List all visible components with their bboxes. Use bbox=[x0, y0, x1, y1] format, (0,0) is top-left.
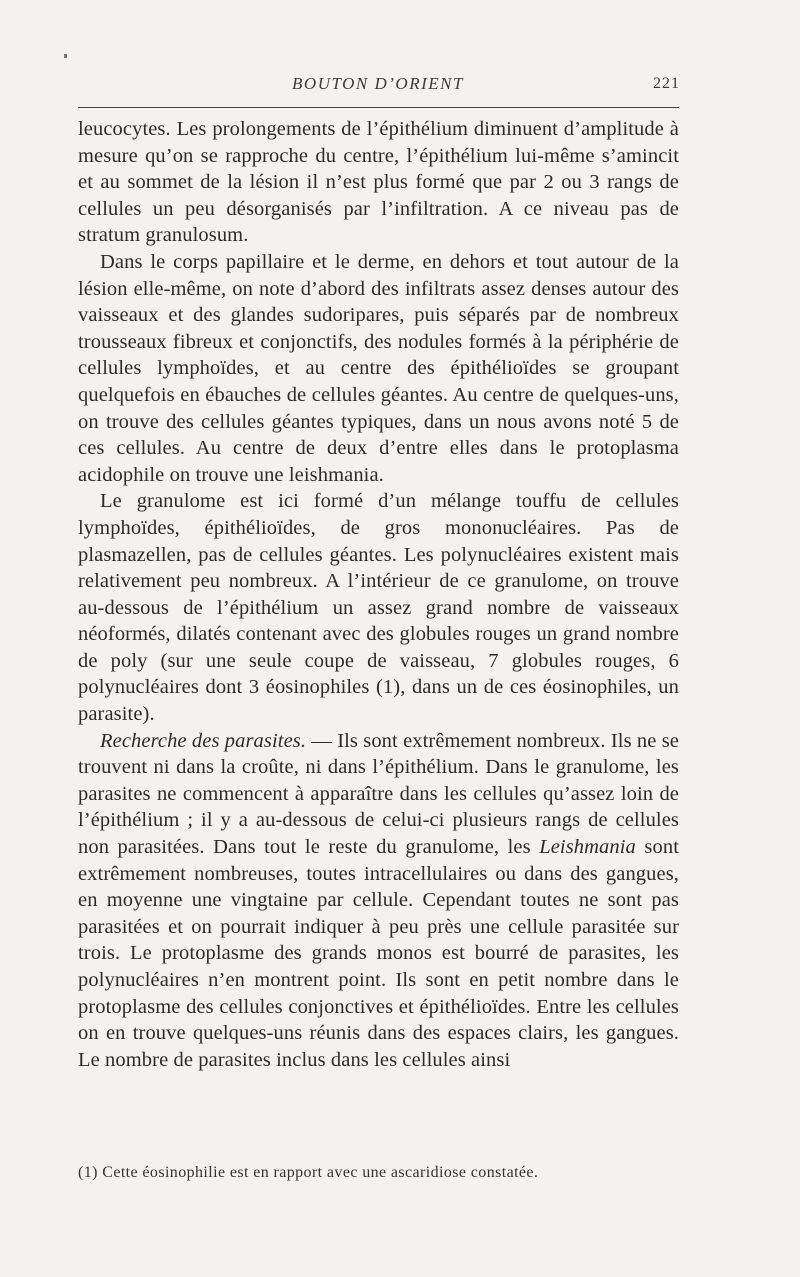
footnote bbox=[78, 1164, 679, 1182]
italic-text: Leishmania bbox=[539, 836, 636, 859]
paragraph-text: sont extrêmement nombreuses, toutes intracellulaires ou dans des gangues, en moyenne une vingtaine par cellule. Cependant toutes ne sont pas parasitées et on pourrait indiquer à peu près une cellule parasitée sur trois. Le protoplasme des grands monos est bourré de parasites, les polynucléaires n’en montrent point. Ils sont en petit nombre dans le protoplasme des cellules conjonctives et épithélioïdes. Entre les cellules on en trouve quelques-uns réunis dans des espaces clairs, les gangues. Le nombre de parasites inclus dans les cellules ainsi bbox=[78, 836, 679, 1071]
print-speck bbox=[64, 54, 67, 58]
footnote-text: Cette éosinophilie est en rapport avec une ascaridiose constatée. bbox=[102, 1164, 539, 1181]
body-text bbox=[78, 116, 679, 1073]
paragraph bbox=[78, 488, 679, 727]
paragraph-text: Dans le corps papillaire et le derme, en dehors et tout autour de la lésion elle-même, on note d’abord des infiltrats assez denses autour des vaisseaux et des glandes sudoripares, puis séparés par de nombreux trousseaux fibreux et conjonctifs, des nodules formés à la périphérie de cellules lymphoïdes, et au centre des épithélioïdes se groupant quelquefois en ébauches de cellules géantes. Au centre de quelques-uns, on trouve des cellules géantes typiques, dans un nous avons noté 5 de ces cellules. Au centre de deux d’entre elles dans le protoplasma acidophile on trouve une leishmania. bbox=[78, 250, 679, 486]
paragraph-text: leucocytes. Les prolongements de l’épithélium diminuent d’amplitude à mesure qu’on se rapproche du centre, l’épithélium lui-même s’amincit et au sommet de la lésion il n’est plus formé que par 2 ou 3 rangs de cellules un peu désorganisés par l’infiltration. A ce niveau pas de stratum granulosum. bbox=[78, 118, 679, 247]
paragraph bbox=[78, 249, 679, 488]
paragraph bbox=[78, 116, 679, 249]
running-head bbox=[78, 74, 678, 98]
running-title: BOUTON D’ORIENT bbox=[292, 74, 464, 93]
header-rule bbox=[78, 107, 679, 108]
italic-text: Recherche des parasites. bbox=[100, 729, 307, 752]
paragraph-text: — Ils sont extrêmement nombreux. Ils ne se trouvent ni dans la croûte, ni dans l’épithélium. Dans le granulome, les parasites ne commencent à apparaître dans les cellules qu’assez loin de l’épithélium ; il y a au-dessous de celui-ci plusieurs rangs de cellules non parasitées. Dans tout le reste du granulome, les bbox=[78, 729, 679, 859]
paragraph bbox=[78, 728, 679, 1074]
paragraph-text: Le granulome est ici formé d’un mélange touffu de cellules lymphoïdes, épithélioïdes, de gros mononucléaires. Pas de plasmazellen, pas de cellules géantes. Les polynucléaires existent mais relativement peu nombreux. A l’intérieur de ce granulome, on trouve au-dessous de l’épithélium un assez grand nombre de vaisseaux néoformés, dilatés contenant avec des globules rouges un grand nombre de poly (sur une seule coupe de vaisseau, 7 globules rouges, 6 polynucléaires dont 3 éosinophiles (1), dans un de ces éosinophiles, un parasite). bbox=[78, 490, 679, 726]
page-number: 221 bbox=[653, 75, 680, 92]
footnote-marker: (1) bbox=[78, 1164, 98, 1181]
